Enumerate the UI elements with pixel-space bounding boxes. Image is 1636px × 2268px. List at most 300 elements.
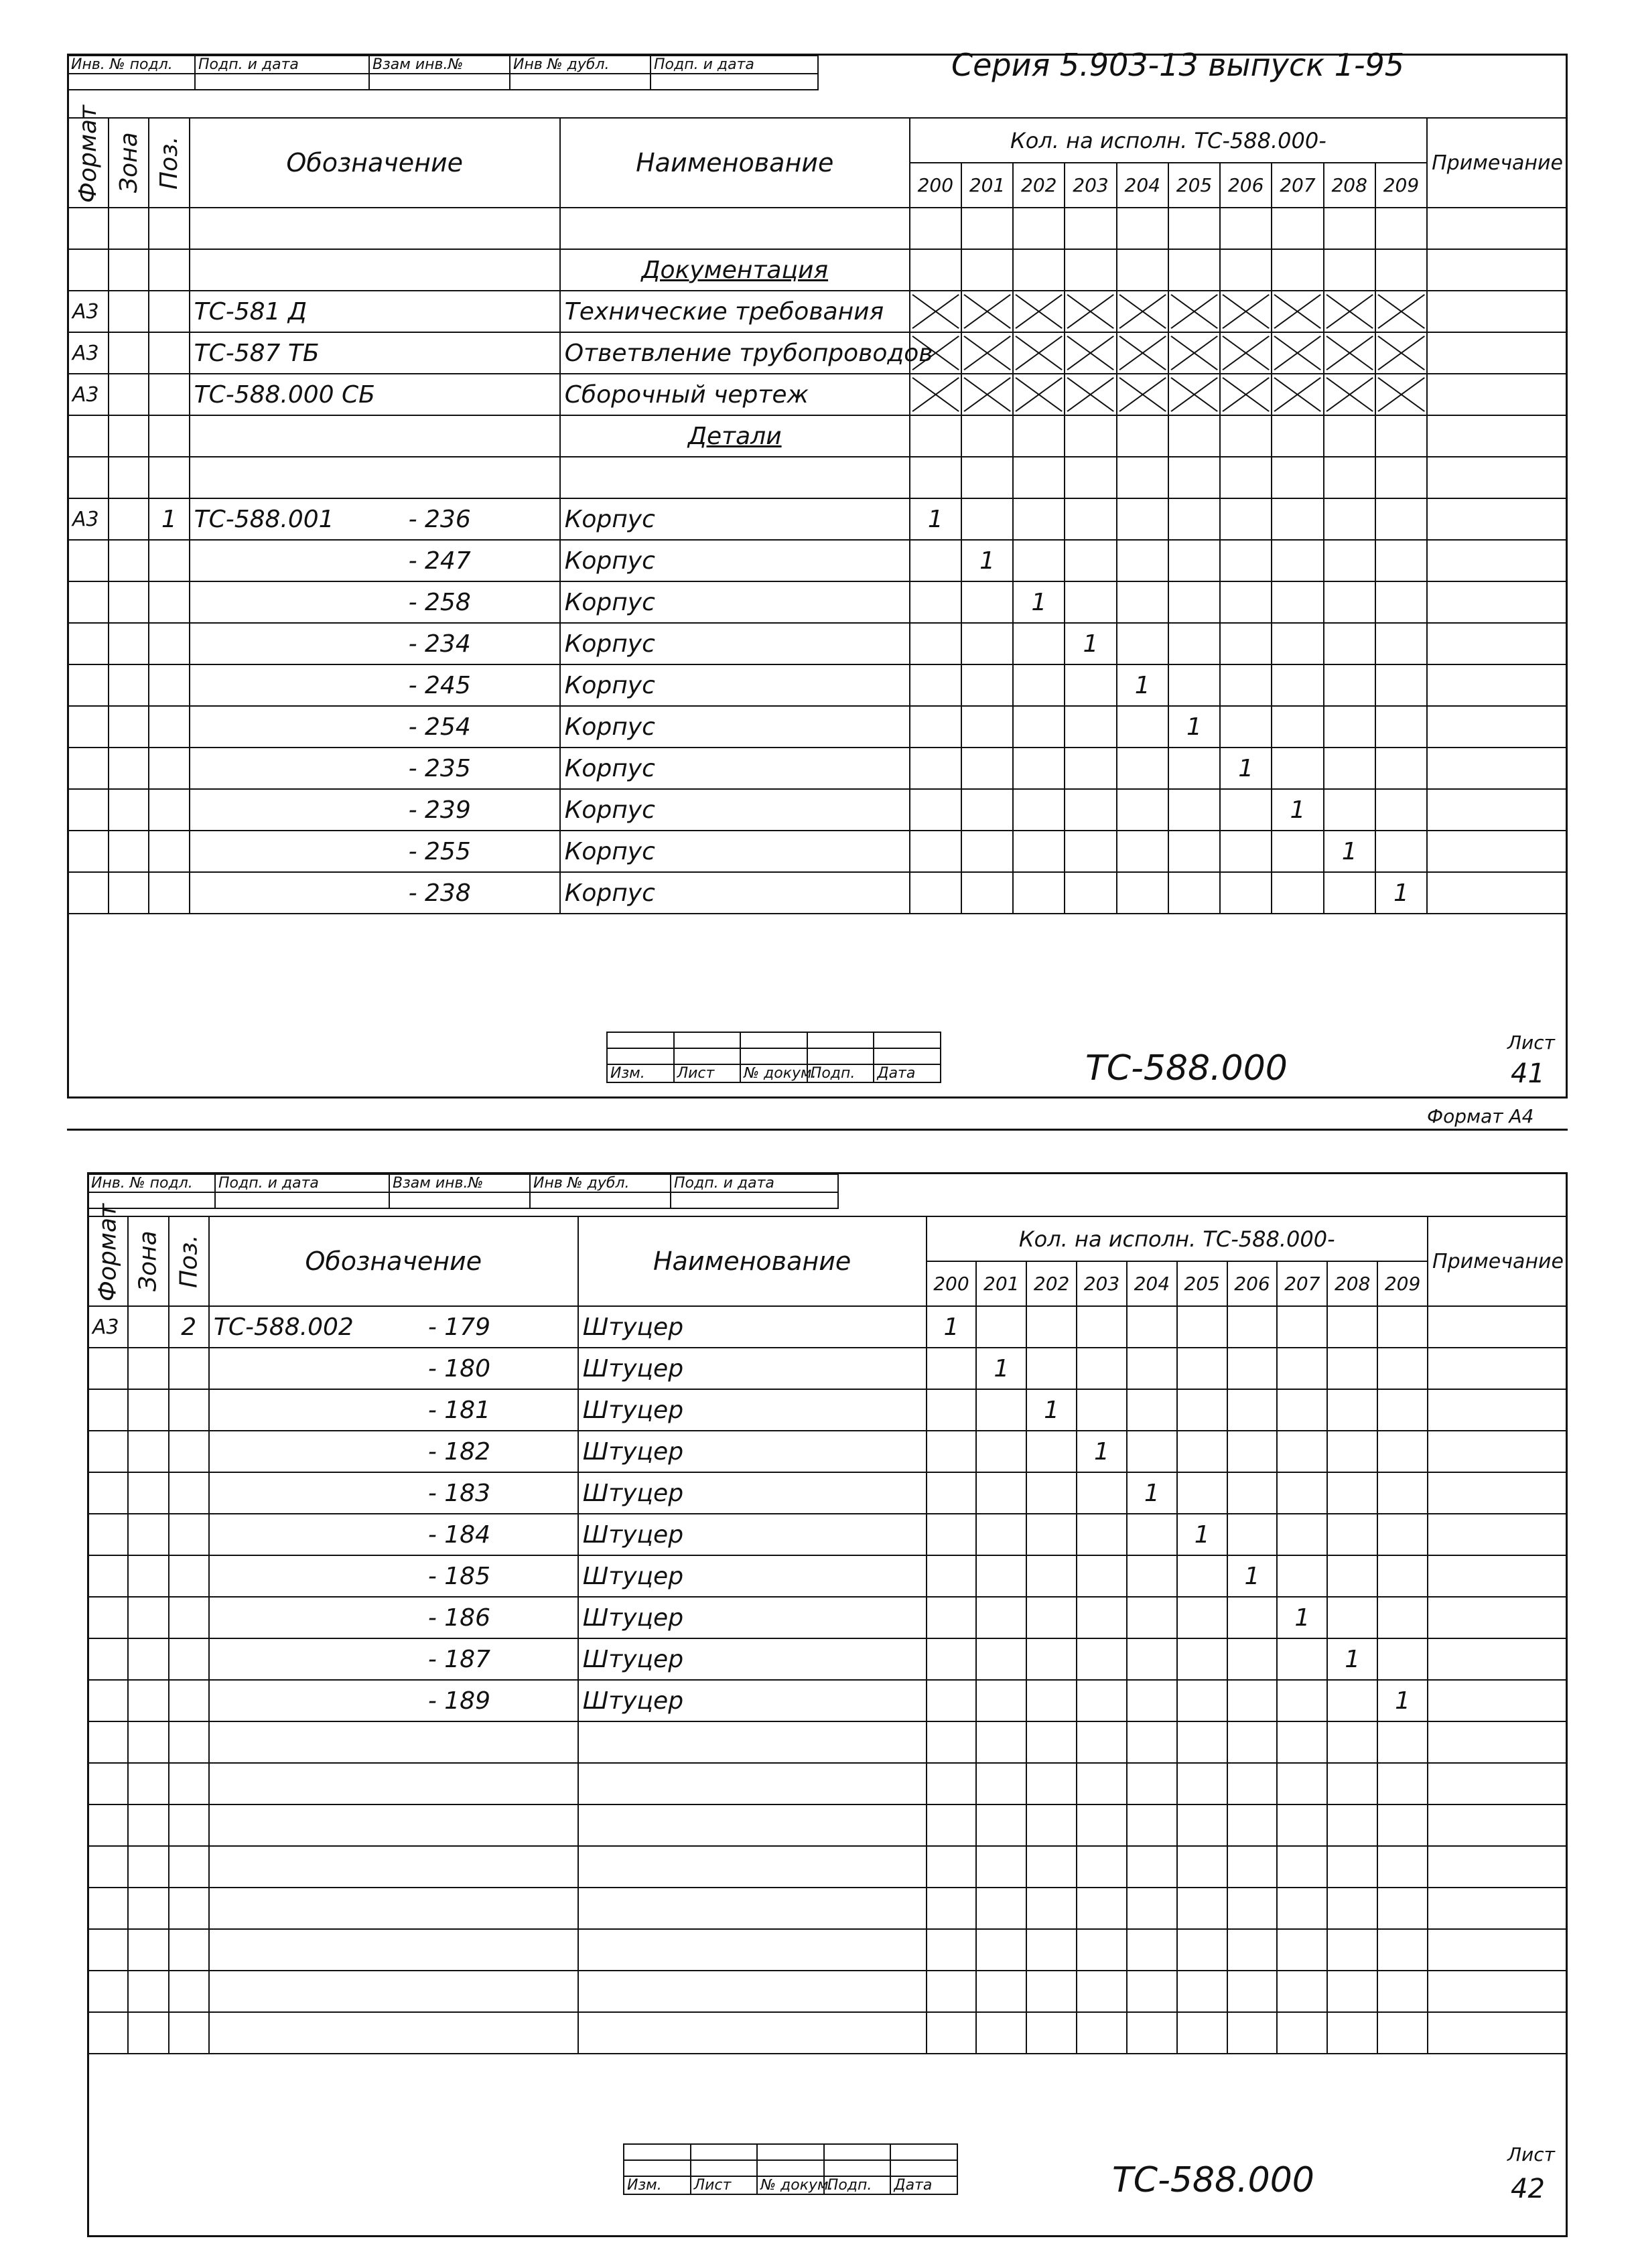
qty-cell [1377,1846,1428,1888]
row-name: Штуцер [578,1389,927,1431]
qty-cell [1065,374,1116,415]
row-designation [209,1472,578,1514]
row-format [68,664,109,706]
qty-cell [1065,498,1116,540]
qty-cell [1324,374,1375,415]
qty-cell [1127,1971,1177,2012]
qty-cell: 1 [910,498,961,540]
row-name: Штуцер [578,1431,927,1472]
qty-cell [1065,208,1116,249]
row-designation [190,291,560,332]
qty-cell [927,1971,977,2012]
row-note [1428,1472,1567,1514]
qty-cell [910,374,961,415]
designation-suffix: - 185 [427,1562,490,1590]
qty-cell [1013,457,1065,498]
qty-cell [1168,872,1220,914]
qty-cell [1277,1555,1327,1597]
row-zone [128,1597,168,1638]
qty-cell [1168,374,1220,415]
variant-header-202: 202 [1026,1261,1077,1306]
qty-cell [1324,291,1375,332]
qty-cell [1377,1348,1428,1389]
qty-cell [1117,332,1168,374]
qty-cell [1117,581,1168,623]
row-name: Сборочный чертеж [560,374,910,415]
sheet-2-table-wrap [87,1203,1568,2054]
qty-cell [1227,1804,1278,1846]
row-zone [109,581,149,623]
table-row [88,1846,1567,1888]
row-note [1427,332,1567,374]
row-note [1428,1929,1567,1971]
qty-cell: 1 [1013,581,1065,623]
spec-table-1 [67,104,1568,914]
table-row [88,1888,1567,1929]
qty-cell [1272,415,1323,457]
row-zone [128,1389,168,1431]
qty-cell [976,1929,1026,1971]
variant-header-200: 200 [927,1261,977,1306]
variant-header-201: 201 [976,1261,1026,1306]
col-note: Примечание [1427,118,1567,208]
row-pos [149,415,190,457]
qty-cell [1065,831,1116,872]
qty-cell [1272,748,1323,789]
qty-cell [961,415,1013,457]
qty-cell [1127,1348,1177,1389]
qty-cell [1277,1306,1327,1348]
qty-cell [1177,1638,1227,1680]
qty-cell [910,664,961,706]
qty-cell [1220,623,1272,664]
qty-cell [1272,249,1323,291]
qty-cell [1026,1306,1077,1348]
designation-suffix: - 180 [427,1354,490,1383]
row-zone [128,1555,168,1597]
qty-cell [1220,208,1272,249]
sheet-number-2: 42 [1511,2174,1545,2204]
stamp-izm-1: Изм. [607,1064,674,1082]
designation-suffix: - 236 [408,505,471,533]
row-name [578,1929,927,1971]
qty-cell [1377,1638,1428,1680]
qty-cell [1168,498,1220,540]
qty-cell [1013,831,1065,872]
qty-cell [1168,415,1220,457]
qty-cell [1127,1514,1177,1555]
cross-mark [1272,291,1322,332]
row-format [68,249,109,291]
table-row [88,1929,1567,1971]
qty-cell [1324,706,1375,748]
table-row [88,1763,1567,1804]
qty-cell [1077,1804,1127,1846]
row-name: Корпус [560,872,910,914]
qty-cell [1327,1597,1377,1638]
qty-cell [976,1638,1026,1680]
row-zone [128,1804,168,1846]
qty-cell [1375,291,1427,332]
row-designation [190,581,560,623]
qty-cell [1177,2012,1227,2054]
qty-cell [1227,1763,1278,1804]
qty-cell [1220,374,1272,415]
row-designation [209,1763,578,1804]
row-name: Документация [560,249,910,291]
row-note [1428,1971,1567,2012]
designation-suffix: - 187 [427,1645,490,1673]
qty-cell [1272,291,1323,332]
qty-cell [1177,1888,1227,1929]
row-designation [209,1514,578,1555]
row-pos [169,1846,209,1888]
qty-cell [1324,664,1375,706]
qty-cell [1220,831,1272,872]
qty-cell [1377,1431,1428,1472]
row-format [68,208,109,249]
qty-cell [1065,249,1116,291]
qty-cell [1077,2012,1127,2054]
variant-header-206: 206 [1220,163,1272,208]
qty-cell: 1 [927,1306,977,1348]
qty-cell [910,623,961,664]
stamp-docnum-2: № докум. [757,2176,824,2194]
qty-cell [961,748,1013,789]
qty-cell [1277,1514,1327,1555]
variant-header-207: 207 [1272,163,1323,208]
row-designation [190,872,560,914]
row-pos [149,249,190,291]
row-designation [190,208,560,249]
table-row [88,1680,1567,1721]
qty-cell [1177,1929,1227,1971]
row-pos [169,1514,209,1555]
row-name: Штуцер [578,1306,927,1348]
qty-cell [1065,332,1116,374]
row-note [1428,1431,1567,1472]
variant-header-209: 209 [1375,163,1427,208]
row-name [560,457,910,498]
qty-cell [1377,1472,1428,1514]
qty-cell [1227,1514,1278,1555]
qty-cell [1227,1721,1278,1763]
qty-cell [1117,706,1168,748]
qty-cell [927,2012,977,2054]
row-note [1428,1804,1567,1846]
row-zone [128,1514,168,1555]
qty-cell [1377,1514,1428,1555]
qty-cell [1013,540,1065,581]
variant-header-203: 203 [1065,163,1116,208]
table-row [68,706,1567,748]
qty-cell [927,1348,977,1389]
row-pos [169,1763,209,1804]
qty-cell [1065,415,1116,457]
qty-cell [1077,1306,1127,1348]
row-pos [149,540,190,581]
row-zone [109,664,149,706]
stamp-izm-2: Изм. [624,2176,691,2194]
designation-code: ТС-581 Д [194,297,307,326]
row-note [1428,1597,1567,1638]
qty-cell [1117,748,1168,789]
row-name: Корпус [560,581,910,623]
row-designation [209,1846,578,1888]
cross-mark [1014,291,1064,332]
qty-cell [1117,374,1168,415]
qty-cell [1227,1348,1278,1389]
qty-cell [1127,1804,1177,1846]
designation-suffix: - 181 [427,1396,490,1424]
qty-cell [1168,332,1220,374]
qty-cell [961,872,1013,914]
cross-mark [1324,291,1375,332]
qty-cell [1324,789,1375,831]
row-name: Штуцер [578,1680,927,1721]
row-note [1428,2012,1567,2054]
qty-cell [1377,1721,1428,1763]
qty-cell [1077,1348,1127,1389]
row-format [88,1472,128,1514]
qty-cell [1177,1472,1227,1514]
table-row [68,457,1567,498]
qty-cell [961,249,1013,291]
row-designation [190,789,560,831]
qty-cell [1375,831,1427,872]
cross-mark [1117,291,1168,332]
qty-cell [1168,831,1220,872]
qty-cell [1026,1804,1077,1846]
cross-mark [1272,374,1322,415]
series-header: Серия 5.903-13 выпуск 1-95 [951,47,1405,83]
row-zone [109,706,149,748]
row-zone [128,1638,168,1680]
qty-cell [1327,1680,1377,1721]
row-name [578,1846,927,1888]
qty-cell [1272,581,1323,623]
designation-suffix: - 239 [408,796,471,824]
qty-cell [927,1638,977,1680]
qty-cell [1272,457,1323,498]
qty-cell [1127,1763,1177,1804]
row-zone [109,332,149,374]
doc-number-1: ТС-588.000 [1085,1048,1288,1088]
qty-cell [1227,1846,1278,1888]
qty-cell [910,415,961,457]
qty-cell [1375,540,1427,581]
qty-cell [927,1804,977,1846]
qty-cell [1026,1514,1077,1555]
qty-cell [961,291,1013,332]
strip-dup: Инв № дубл. [510,56,651,74]
strip-inv: Инв. № подл. [68,56,195,74]
designation-code: ТС-587 ТБ [194,339,320,367]
qty-cell [910,831,961,872]
qty-cell [1375,748,1427,789]
qty-cell [1077,1971,1127,2012]
qty-cell [961,332,1013,374]
row-designation [209,1431,578,1472]
qty-cell [1168,789,1220,831]
qty-cell [1026,1680,1077,1721]
row-pos [169,1804,209,1846]
qty-cell [1277,1389,1327,1431]
qty-cell [927,1763,977,1804]
cross-mark [1376,291,1426,332]
col2-zone: Зона [128,1216,168,1306]
variant-header-205: 205 [1168,163,1220,208]
cross-mark [1221,374,1271,415]
table-row [88,1638,1567,1680]
qty-cell [1375,498,1427,540]
row-format [68,540,109,581]
row-name: Штуцер [578,1597,927,1638]
qty-cell: 1 [1065,623,1116,664]
qty-cell [1127,1846,1177,1888]
row-format [88,1389,128,1431]
strip2-sign: Подп. и дата [215,1174,389,1192]
qty-cell [961,208,1013,249]
row-name: Ответвление трубопроводов [560,332,910,374]
row-designation [209,1348,578,1389]
designation-suffix: - 186 [427,1604,490,1632]
qty-cell [1277,1804,1327,1846]
variant-header-202: 202 [1013,163,1065,208]
row-designation [190,498,560,540]
qty-cell [1377,1306,1428,1348]
qty-cell [1013,249,1065,291]
qty-cell [1227,1597,1278,1638]
qty-cell [1327,1721,1377,1763]
row-zone [109,291,149,332]
qty-cell [1327,1846,1377,1888]
row-note [1427,706,1567,748]
qty-cell [1377,1971,1428,2012]
row-zone [128,1431,168,1472]
qty-cell [1168,249,1220,291]
qty-cell [910,789,961,831]
cross-mark [962,374,1012,415]
variant-header-209: 209 [1377,1261,1428,1306]
qty-cell [1277,2012,1327,2054]
qty-cell [1227,1472,1278,1514]
qty-cell [1227,1680,1278,1721]
sheet-label-2: Лист [1507,2143,1555,2166]
row-name: Корпус [560,706,910,748]
qty-cell [1013,706,1065,748]
qty-cell [1168,208,1220,249]
table-row [68,581,1567,623]
row-zone [109,831,149,872]
qty-cell [1026,1597,1077,1638]
qty-cell [1324,540,1375,581]
row-note [1427,748,1567,789]
row-name: Корпус [560,831,910,872]
row-pos [169,1597,209,1638]
qty-cell [1327,1514,1377,1555]
qty-cell [1327,1929,1377,1971]
qty-cell [1327,1306,1377,1348]
row-zone [128,1306,168,1348]
qty-cell [1272,208,1323,249]
designation-suffix: - 235 [408,754,471,782]
qty-cell [1177,1431,1227,1472]
qty-cell [1117,249,1168,291]
qty-cell [1227,1306,1278,1348]
row-designation [190,664,560,706]
designation-suffix: - 254 [408,713,471,741]
qty-cell [1324,457,1375,498]
row-format [68,872,109,914]
table-row [68,498,1567,540]
qty-cell [1272,831,1323,872]
qty-cell [1220,291,1272,332]
row-format [88,1555,128,1597]
row-designation [209,1555,578,1597]
row-format: А3 [68,332,109,374]
qty-cell [1375,706,1427,748]
qty-cell [1077,1472,1127,1514]
row-pos [169,1638,209,1680]
stamp-docnum-1: № докум. [740,1064,807,1082]
qty-cell [1013,374,1065,415]
qty-cell [1177,1597,1227,1638]
top-strip-1 [67,55,817,82]
qty-cell [1324,872,1375,914]
qty-cell [1013,208,1065,249]
qty-cell [1117,415,1168,457]
qty-cell [1177,1680,1227,1721]
stamp-date-2: Дата [890,2176,957,2194]
qty-cell [910,208,961,249]
row-format: А3 [88,1306,128,1348]
qty-cell [1220,706,1272,748]
row-note [1427,664,1567,706]
qty-cell [1327,1555,1377,1597]
qty-cell [976,2012,1026,2054]
col-format: Формат [68,118,109,208]
table-row [88,1389,1567,1431]
qty-cell [1026,1971,1077,2012]
qty-cell [1077,1846,1127,1888]
row-zone [128,2012,168,2054]
qty-cell [1065,706,1116,748]
qty-cell [1077,1721,1127,1763]
qty-cell [1277,1431,1327,1472]
qty-cell [927,1431,977,1472]
qty-cell [1013,872,1065,914]
row-format [88,1804,128,1846]
qty-cell [1272,623,1323,664]
row-format [88,1348,128,1389]
table-row [68,831,1567,872]
row-format: А3 [68,291,109,332]
variant-header-205: 205 [1177,1261,1227,1306]
row-name: Корпус [560,789,910,831]
cross-mark [1014,333,1064,373]
qty-cell [1065,872,1116,914]
qty-cell: 1 [1324,831,1375,872]
qty-cell [1117,872,1168,914]
qty-cell [1377,1929,1428,1971]
qty-cell [1013,789,1065,831]
variant-header-207: 207 [1277,1261,1327,1306]
qty-cell [1065,291,1116,332]
qty-cell: 1 [1117,664,1168,706]
qty-cell: 1 [1272,789,1323,831]
cross-mark [1376,333,1426,373]
